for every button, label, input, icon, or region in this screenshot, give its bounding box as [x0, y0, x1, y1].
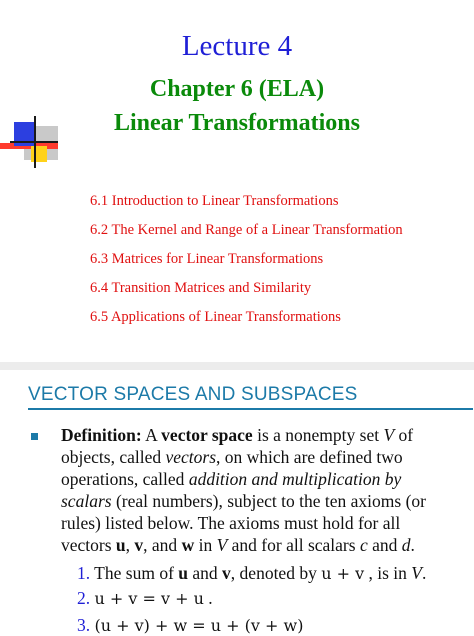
vector-w: w — [181, 535, 195, 555]
text-run: (real numbers), subject to the ten axioms (or — [111, 491, 426, 511]
text-run: . — [410, 535, 415, 555]
toc-item: 6.3 Matrices for Linear Transformations — [90, 251, 324, 267]
scalar-d: d — [401, 535, 411, 555]
lecture-title: Lecture 4 — [181, 30, 293, 62]
scalar-c: c — [359, 535, 368, 555]
toc-item: 6.2 The Kernel and Range of a Linear Transformation — [90, 222, 403, 238]
chapter-title: Chapter 6 (ELA) — [149, 76, 325, 102]
text-run: vectors — [61, 535, 116, 555]
heading-rule — [28, 408, 473, 410]
text-run: The sum of — [90, 563, 179, 583]
slide-divider — [0, 362, 474, 370]
axiom-number: 3. — [77, 615, 91, 635]
text-run: and — [367, 535, 402, 555]
math-expression: u + v — [321, 564, 365, 583]
text-run: operations, called — [61, 469, 189, 489]
axiom-number: 1. — [77, 563, 91, 583]
text-run: , denoted by — [230, 563, 322, 583]
text-run: , is in — [364, 563, 412, 583]
operations-term: addition and multiplication by — [188, 469, 402, 489]
content-slide — [0, 370, 474, 635]
accent-horizontal-line — [10, 141, 58, 143]
text-run: is a nonempty set — [252, 425, 384, 445]
vector-space-term: vector space — [161, 425, 253, 445]
toc-item: 6.4 Transition Matrices and Similarity — [90, 280, 312, 296]
vector-u: u — [178, 563, 189, 583]
text-run: . — [203, 588, 213, 608]
axiom-3 — [77, 615, 303, 636]
section-title: Linear Transformations — [113, 110, 360, 136]
toc-item: 6.5 Applications of Linear Transformations — [90, 309, 341, 325]
scalars-term: scalars — [61, 491, 112, 511]
vector-u: u — [115, 535, 126, 555]
vector-v: v — [134, 535, 144, 555]
set-symbol: V — [383, 425, 395, 445]
axiom-number: 2. — [77, 588, 91, 608]
axiom-2 — [77, 588, 213, 609]
slide-heading: VECTOR SPACES AND SUBSPACES — [28, 384, 358, 405]
text-run: . — [422, 563, 427, 583]
math-expression: u + v = v + u — [94, 589, 204, 608]
axiom-1 — [77, 563, 426, 584]
vectors-term: vectors — [165, 447, 217, 467]
definition-line-3 — [61, 469, 401, 490]
math-expression: (u + v) + w = u + (v + w) — [94, 616, 304, 635]
text-run: A — [141, 425, 162, 445]
text-run: in — [194, 535, 217, 555]
definition-line-2 — [61, 447, 403, 468]
definition-label: Definition: — [61, 425, 142, 445]
set-symbol: V — [216, 535, 228, 555]
text-run: and — [188, 563, 223, 583]
vector-v: v — [222, 563, 231, 583]
bullet-icon — [31, 433, 38, 440]
text-run: objects, called — [61, 447, 166, 467]
text-run: , and — [143, 535, 182, 555]
definition-line-5: rules) listed below. The axioms must hold for all — [61, 513, 401, 533]
text-run: , on which are defined two — [216, 447, 403, 467]
set-symbol: V — [411, 563, 422, 583]
toc-item: 6.1 Introduction to Linear Transformations — [90, 193, 339, 209]
definition-line-6 — [61, 535, 415, 556]
text-run: , — [125, 535, 135, 555]
text-run: of — [394, 425, 414, 445]
text-run: and for all scalars — [227, 535, 360, 555]
definition-line-1 — [61, 425, 413, 446]
definition-line-4 — [61, 491, 426, 512]
